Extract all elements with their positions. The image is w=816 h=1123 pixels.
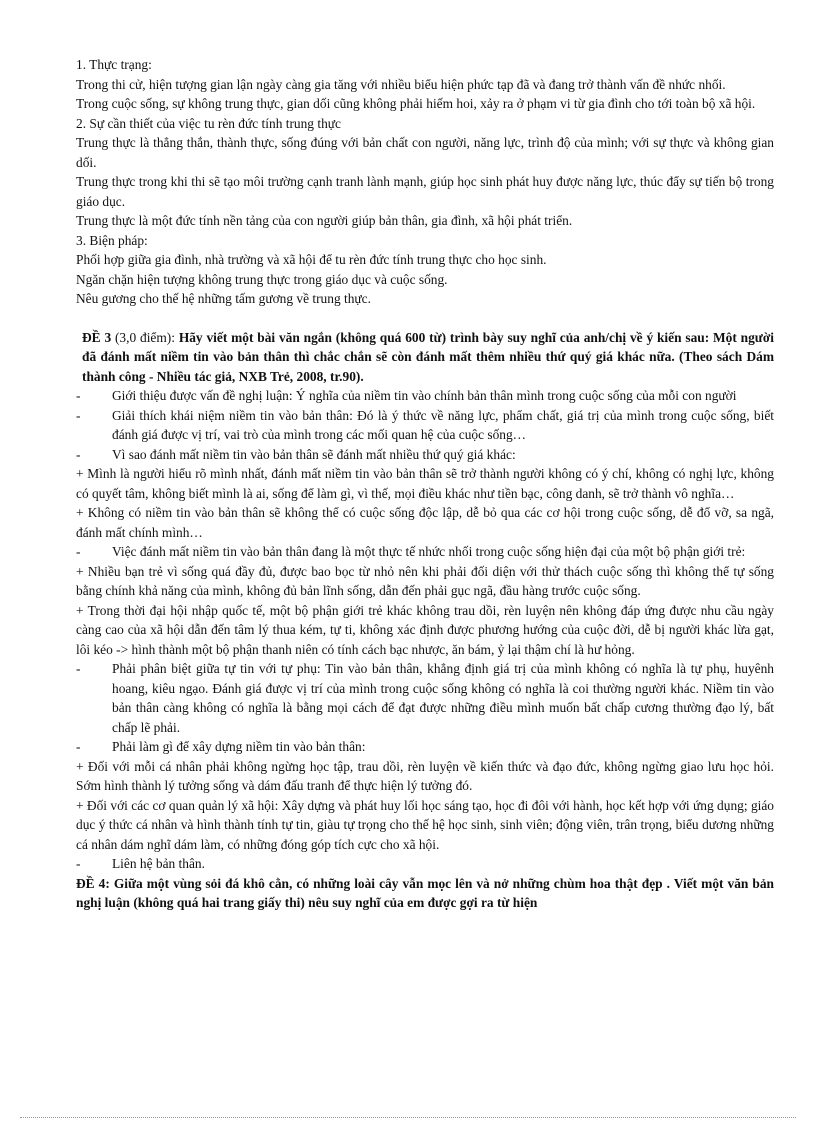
dash-item: - Liên hệ bản thân.	[76, 856, 205, 871]
de4-prompt: ĐỀ 4: Giữa một vùng sỏi đá khô cằn, có những loài cây vẫn mọc lên và nở những chùm hoa thật đẹp . Viết một văn bản nghị luận (không quá hai trang giấy thi) nêu suy nghĩ của em được gợi ra từ hiện	[76, 875, 774, 910]
dash-item: - Phải làm gì để xây dựng niềm tin vào bản thân:	[76, 739, 366, 754]
paragraph: Phối hợp giữa gia đình, nhà trường và xã hội để tu rèn đức tính trung thực cho học sinh.	[76, 252, 547, 267]
paragraph: Trong cuộc sống, sự không trung thực, gian dối cũng không phải hiếm hoi, xảy ra ở phạm vi từ gia đình cho tới toàn bộ xã hội.	[76, 96, 756, 111]
de3-score: (3,0 điểm):	[111, 329, 179, 345]
dash-item: - Giới thiệu được vấn đề nghị luận: Ý nghĩa của niềm tin vào chính bản thân mình trong cuộc sống của mỗi con người	[76, 388, 737, 403]
dash-item: - Giải thích khái niệm niềm tin vào bản thân: Đó là ý thức về năng lực, phẩm chất, giá trị của mình trong cuộc sống, biết đánh giá được vị trí, vai trò của mình trong các mối quan hệ của cuộc sống…	[76, 407, 774, 442]
dash-item: - Việc đánh mất niềm tin vào bản thân đang là một thực tế nhức nhối trong cuộc sống hiện đại của một bộ phận giới trẻ:	[76, 544, 746, 559]
de3-prompt	[82, 328, 774, 387]
blank-line	[76, 309, 774, 328]
paragraph: Nêu gương cho thế hệ những tấm gương về trung thực.	[76, 291, 371, 306]
de3-label: ĐỀ 3	[82, 329, 112, 345]
bullet-item: + Mình là người hiểu rõ mình nhất, đánh mất niềm tin vào bản thân sẽ trở thành người không có ý chí, không có nghị lực, không có quyết tâm, không biết mình là ai, sống để làm gì, vì thế, mọi điều khác như tiền bạc, công danh, sẽ trở thành vô nghĩa…	[76, 466, 774, 501]
section-heading: 2. Sự cần thiết của việc tu rèn đức tính trung thực	[76, 115, 341, 131]
bullet-item: + Nhiều bạn trẻ vì sống quá đầy đủ, được bao bọc từ nhỏ nên khi phải đối diện với thử thách cuộc sống thì không thể tự sống bằng chính khả năng của mình, không đủ bản lĩnh sống, dẫn đến phải gục ngã, đầu hàng trước cuộc sống.	[76, 563, 774, 598]
paragraph: Trong thi cử, hiện tượng gian lận ngày càng gia tăng với nhiều biểu hiện phức tạp đã và đang trở thành vấn đề nhức nhối.	[76, 76, 726, 92]
bullet-item: + Không có niềm tin vào bản thân sẽ không thể có cuộc sống độc lập, dễ bỏ qua các cơ hội trong cuộc sống, dễ đổ vỡ, sa ngã, đánh mất chính mình…	[76, 505, 774, 540]
document-page	[76, 55, 774, 913]
section-heading: 3. Biện pháp:	[76, 232, 148, 248]
section-heading: 1. Thực trạng:	[76, 57, 152, 72]
de3-prompt-text: Hãy viết một bài văn ngắn (không quá 600 từ) trình bày suy nghĩ của anh/chị về ý kiến sau:	[178, 329, 714, 345]
dash-item: - Phải phân biệt giữa tự tin với tự phụ: Tin vào bản thân, khẳng định giá trị của mình không có nghĩa là tự phụ, huyênh hoang, kiêu ngạo. Đánh giá được vị trí của mình trong cuộc sống không có nghĩa là coi thường người khác. Niềm tin vào bản thân càng không có nghĩa là bằng mọi cách để đạt được những điều mình muốn bất chấp cương thường đạo lý, bất chấp lẽ phải.	[76, 661, 774, 735]
paragraph: Trung thực là thẳng thắn, thành thực, sống đúng với bản chất con người, năng lực, trình độ của mình; với sự thực và không gian dối.	[76, 135, 774, 170]
bullet-item: + Đối với các cơ quan quản lý xã hội: Xây dựng và phát huy lối học sáng tạo, học đi đôi với hành, học kết hợp với ứng dụng; giáo dục ý thức cá nhân và hình thành tính tự tin, giàu tự trọng cho thế hệ học sinh, sinh viên; động viên, trân trọng, biểu dương những cá nhân dám nghĩ dám làm, có những đóng góp tích cực cho xã hội.	[76, 797, 774, 852]
dash-item: - Vì sao đánh mất niềm tin vào bản thân sẽ đánh mất nhiều thứ quý giá khác:	[76, 446, 516, 462]
page-bottom-border	[20, 1117, 796, 1118]
bullet-item: + Đối với mỗi cá nhân phải không ngừng học tập, trau dồi, rèn luyện về kiến thức và đạo đức, không ngừng giao lưu học hỏi. Sớm hình thành lý tưởng sống và dám đấu tranh để thực hiện lý tưởng đó.	[76, 758, 774, 793]
de3-quote: Một người đã đánh mất niềm tin vào bản thân thì chắc chắn sẽ còn đánh mất thêm nhiều thứ quý giá khác nữa. (Theo sách Dám thành công - Nhiều tác giả, NXB Trẻ, 2008, tr.90).	[82, 329, 774, 384]
bullet-item: + Trong thời đại hội nhập quốc tế, một bộ phận giới trẻ khác không trau dồi, rèn luyện nên không đáp ứng được nhu cầu ngày càng cao của xã hội dẫn đến tâm lý thua kém, tự ti, không xác định được phương hướng của cuộc đời, dễ bị người khác lừa gạt, lôi kéo -> hình thành một bộ phận thanh niên có tính cách bạc nhược, ăn bám, ỷ lại thậm chí là hư hỏng.	[76, 602, 774, 657]
paragraph: Ngăn chặn hiện tượng không trung thực trong giáo dục và cuộc sống.	[76, 271, 448, 287]
paragraph: Trung thực là một đức tính nền tảng của con người giúp bản thân, gia đình, xã hội phát triển.	[76, 213, 573, 228]
paragraph: Trung thực trong khi thi sẽ tạo môi trường cạnh tranh lành mạnh, giúp học sinh phát huy được năng lực, thúc đẩy sự tiến bộ trong giáo dục.	[76, 174, 774, 209]
